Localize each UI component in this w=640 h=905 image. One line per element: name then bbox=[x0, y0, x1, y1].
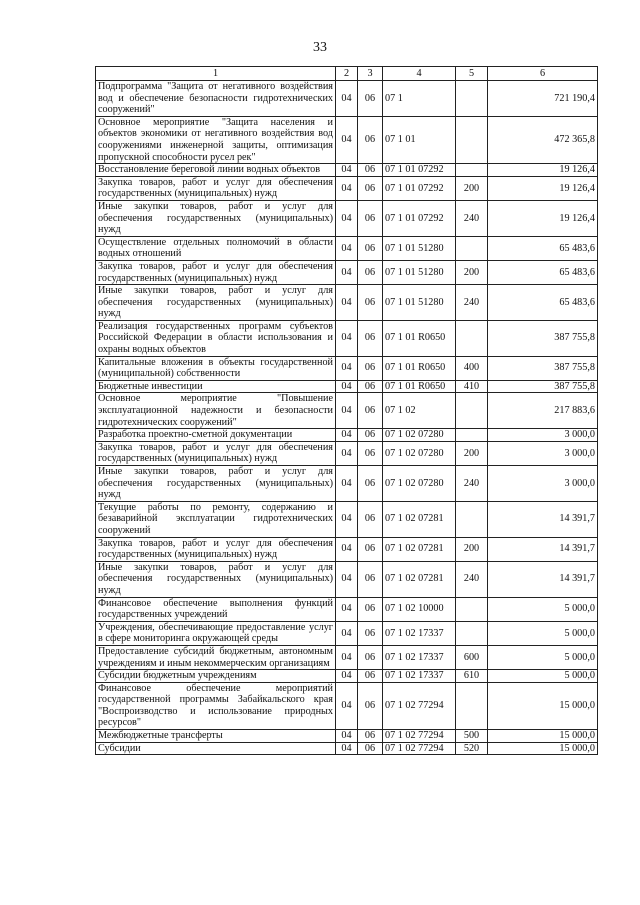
table-row bbox=[96, 441, 598, 465]
table-row bbox=[96, 81, 598, 117]
item-name: Закупка товаров, работ и услуг для обеспечения государственных (муниципальных) нужд bbox=[96, 176, 336, 200]
table-row bbox=[96, 537, 598, 561]
target-article-code: 07 1 01 R0650 bbox=[383, 380, 456, 393]
amount: 387 755,8 bbox=[488, 320, 598, 356]
amount: 387 755,8 bbox=[488, 380, 598, 393]
header-cell: 4 bbox=[383, 67, 456, 81]
target-article-code: 07 1 02 07281 bbox=[383, 561, 456, 597]
expense-type-code: 200 bbox=[456, 537, 488, 561]
amount: 387 755,8 bbox=[488, 356, 598, 380]
amount: 19 126,4 bbox=[488, 176, 598, 200]
target-article-code: 07 1 01 07292 bbox=[383, 176, 456, 200]
target-article-code: 07 1 02 77294 bbox=[383, 730, 456, 743]
table-row bbox=[96, 285, 598, 321]
target-article-code: 07 1 01 R0650 bbox=[383, 356, 456, 380]
amount: 15 000,0 bbox=[488, 742, 598, 755]
target-article-code: 07 1 01 07292 bbox=[383, 164, 456, 177]
table-row bbox=[96, 670, 598, 683]
subsection-code: 06 bbox=[358, 501, 383, 537]
expense-type-code bbox=[456, 393, 488, 429]
item-name: Закупка товаров, работ и услуг для обеспечения государственных (муниципальных) нужд bbox=[96, 260, 336, 284]
item-name: Реализация государственных программ субъектов Российской Федерации в области использования и охраны водных объектов bbox=[96, 320, 336, 356]
header-cell: 2 bbox=[336, 67, 358, 81]
subsection-code: 06 bbox=[358, 682, 383, 729]
amount: 3 000,0 bbox=[488, 441, 598, 465]
table-row bbox=[96, 561, 598, 597]
table-row bbox=[96, 164, 598, 177]
subsection-code: 06 bbox=[358, 429, 383, 442]
table-row bbox=[96, 466, 598, 502]
item-name: Капитальные вложения в объекты государственной (муниципальной) собственности bbox=[96, 356, 336, 380]
table-row bbox=[96, 393, 598, 429]
section-code: 04 bbox=[336, 597, 358, 621]
expense-type-code bbox=[456, 116, 488, 163]
subsection-code: 06 bbox=[358, 621, 383, 645]
item-name: Восстановление береговой линии водных объектов bbox=[96, 164, 336, 177]
amount: 14 391,7 bbox=[488, 561, 598, 597]
amount: 15 000,0 bbox=[488, 730, 598, 743]
table-row bbox=[96, 176, 598, 200]
expense-type-code: 610 bbox=[456, 670, 488, 683]
subsection-code: 06 bbox=[358, 236, 383, 260]
target-article-code: 07 1 01 07292 bbox=[383, 200, 456, 236]
item-name: Закупка товаров, работ и услуг для обеспечения государственных (муниципальных) нужд bbox=[96, 537, 336, 561]
section-code: 04 bbox=[336, 393, 358, 429]
subsection-code: 06 bbox=[358, 670, 383, 683]
target-article-code: 07 1 02 07280 bbox=[383, 466, 456, 502]
header-cell: 3 bbox=[358, 67, 383, 81]
expense-type-code bbox=[456, 501, 488, 537]
table-row bbox=[96, 621, 598, 645]
subsection-code: 06 bbox=[358, 645, 383, 669]
target-article-code: 07 1 02 bbox=[383, 393, 456, 429]
item-name: Иные закупки товаров, работ и услуг для обеспечения государственных (муниципальных) нужд bbox=[96, 561, 336, 597]
section-code: 04 bbox=[336, 742, 358, 755]
item-name: Межбюджетные трансферты bbox=[96, 730, 336, 743]
expense-type-code: 240 bbox=[456, 200, 488, 236]
item-name: Финансовое обеспечение мероприятий государственной программы Забайкальского края "Воспроизводство и использование природных ресурсов" bbox=[96, 682, 336, 729]
amount: 5 000,0 bbox=[488, 621, 598, 645]
section-code: 04 bbox=[336, 380, 358, 393]
amount: 15 000,0 bbox=[488, 682, 598, 729]
expense-type-code bbox=[456, 81, 488, 117]
expense-type-code bbox=[456, 429, 488, 442]
table-row bbox=[96, 730, 598, 743]
expense-type-code bbox=[456, 320, 488, 356]
amount: 14 391,7 bbox=[488, 537, 598, 561]
amount: 19 126,4 bbox=[488, 200, 598, 236]
table-row bbox=[96, 356, 598, 380]
item-name: Основное мероприятие "Защита населения и объектов экономики от негативного воздействия вод сооружениями инженерной защиты, оптимизация пропускной способности русел рек" bbox=[96, 116, 336, 163]
budget-table bbox=[95, 66, 598, 755]
item-name: Иные закупки товаров, работ и услуг для обеспечения государственных (муниципальных) нужд bbox=[96, 285, 336, 321]
item-name: Предоставление субсидий бюджетным, автономным учреждениям и иным некоммерческим организациям bbox=[96, 645, 336, 669]
section-code: 04 bbox=[336, 730, 358, 743]
item-name: Субсидии бюджетным учреждениям bbox=[96, 670, 336, 683]
table-row bbox=[96, 200, 598, 236]
target-article-code: 07 1 02 07281 bbox=[383, 501, 456, 537]
subsection-code: 06 bbox=[358, 441, 383, 465]
subsection-code: 06 bbox=[358, 285, 383, 321]
item-name: Иные закупки товаров, работ и услуг для обеспечения государственных (муниципальных) нужд bbox=[96, 200, 336, 236]
amount: 14 391,7 bbox=[488, 501, 598, 537]
target-article-code: 07 1 02 07281 bbox=[383, 537, 456, 561]
section-code: 04 bbox=[336, 501, 358, 537]
expense-type-code: 500 bbox=[456, 730, 488, 743]
item-name: Учреждения, обеспечивающие предоставление услуг в сфере мониторинга окружающей среды bbox=[96, 621, 336, 645]
expense-type-code: 200 bbox=[456, 176, 488, 200]
amount: 721 190,4 bbox=[488, 81, 598, 117]
expense-type-code: 520 bbox=[456, 742, 488, 755]
target-article-code: 07 1 bbox=[383, 81, 456, 117]
section-code: 04 bbox=[336, 356, 358, 380]
table-row bbox=[96, 645, 598, 669]
target-article-code: 07 1 02 77294 bbox=[383, 682, 456, 729]
amount: 5 000,0 bbox=[488, 597, 598, 621]
expense-type-code: 200 bbox=[456, 260, 488, 284]
amount: 65 483,6 bbox=[488, 260, 598, 284]
item-name: Подпрограмма "Защита от негативного воздействия вод и обеспечение безопасности гидротехнических сооружений" bbox=[96, 81, 336, 117]
target-article-code: 07 1 02 17337 bbox=[383, 621, 456, 645]
subsection-code: 06 bbox=[358, 320, 383, 356]
target-article-code: 07 1 01 51280 bbox=[383, 285, 456, 321]
section-code: 04 bbox=[336, 260, 358, 284]
expense-type-code: 400 bbox=[456, 356, 488, 380]
item-name: Основное мероприятие "Повышение эксплуатационной надежности и безопасности гидротехнических сооружений" bbox=[96, 393, 336, 429]
table-row bbox=[96, 742, 598, 755]
target-article-code: 07 1 02 10000 bbox=[383, 597, 456, 621]
subsection-code: 06 bbox=[358, 356, 383, 380]
section-code: 04 bbox=[336, 200, 358, 236]
section-code: 04 bbox=[336, 116, 358, 163]
section-code: 04 bbox=[336, 236, 358, 260]
section-code: 04 bbox=[336, 320, 358, 356]
amount: 65 483,6 bbox=[488, 285, 598, 321]
header-cell: 5 bbox=[456, 67, 488, 81]
subsection-code: 06 bbox=[358, 176, 383, 200]
subsection-code: 06 bbox=[358, 393, 383, 429]
item-name: Осуществление отдельных полномочий в области водных отношений bbox=[96, 236, 336, 260]
section-code: 04 bbox=[336, 285, 358, 321]
table-row bbox=[96, 682, 598, 729]
expense-type-code bbox=[456, 597, 488, 621]
table-row bbox=[96, 116, 598, 163]
amount: 19 126,4 bbox=[488, 164, 598, 177]
subsection-code: 06 bbox=[358, 537, 383, 561]
table-row bbox=[96, 429, 598, 442]
expense-type-code: 410 bbox=[456, 380, 488, 393]
header-cell: 6 bbox=[488, 67, 598, 81]
subsection-code: 06 bbox=[358, 597, 383, 621]
target-article-code: 07 1 01 51280 bbox=[383, 260, 456, 284]
subsection-code: 06 bbox=[358, 164, 383, 177]
item-name: Закупка товаров, работ и услуг для обеспечения государственных (муниципальных) нужд bbox=[96, 441, 336, 465]
section-code: 04 bbox=[336, 81, 358, 117]
subsection-code: 06 bbox=[358, 380, 383, 393]
table-row bbox=[96, 597, 598, 621]
section-code: 04 bbox=[336, 537, 358, 561]
target-article-code: 07 1 02 17337 bbox=[383, 670, 456, 683]
subsection-code: 06 bbox=[358, 260, 383, 284]
item-name: Финансовое обеспечение выполнения функций государственных учреждений bbox=[96, 597, 336, 621]
subsection-code: 06 bbox=[358, 81, 383, 117]
section-code: 04 bbox=[336, 441, 358, 465]
section-code: 04 bbox=[336, 682, 358, 729]
table-row bbox=[96, 380, 598, 393]
section-code: 04 bbox=[336, 561, 358, 597]
amount: 217 883,6 bbox=[488, 393, 598, 429]
amount: 5 000,0 bbox=[488, 670, 598, 683]
item-name: Текущие работы по ремонту, содержанию и безаварийной эксплуатации гидротехнических сооружений bbox=[96, 501, 336, 537]
amount: 472 365,8 bbox=[488, 116, 598, 163]
item-name: Разработка проектно-сметной документации bbox=[96, 429, 336, 442]
expense-type-code: 600 bbox=[456, 645, 488, 669]
subsection-code: 06 bbox=[358, 116, 383, 163]
subsection-code: 06 bbox=[358, 561, 383, 597]
page-number: 33 bbox=[313, 40, 327, 55]
header-row bbox=[96, 67, 598, 81]
section-code: 04 bbox=[336, 164, 358, 177]
expense-type-code: 240 bbox=[456, 285, 488, 321]
section-code: 04 bbox=[336, 645, 358, 669]
item-name: Субсидии bbox=[96, 742, 336, 755]
amount: 3 000,0 bbox=[488, 466, 598, 502]
section-code: 04 bbox=[336, 176, 358, 200]
target-article-code: 07 1 01 51280 bbox=[383, 236, 456, 260]
item-name: Бюджетные инвестиции bbox=[96, 380, 336, 393]
target-article-code: 07 1 02 07280 bbox=[383, 429, 456, 442]
section-code: 04 bbox=[336, 621, 358, 645]
expense-type-code: 200 bbox=[456, 441, 488, 465]
target-article-code: 07 1 02 77294 bbox=[383, 742, 456, 755]
table-row bbox=[96, 236, 598, 260]
section-code: 04 bbox=[336, 429, 358, 442]
expense-type-code: 240 bbox=[456, 466, 488, 502]
target-article-code: 07 1 01 R0650 bbox=[383, 320, 456, 356]
subsection-code: 06 bbox=[358, 730, 383, 743]
subsection-code: 06 bbox=[358, 466, 383, 502]
section-code: 04 bbox=[336, 670, 358, 683]
target-article-code: 07 1 02 17337 bbox=[383, 645, 456, 669]
expense-type-code bbox=[456, 236, 488, 260]
amount: 65 483,6 bbox=[488, 236, 598, 260]
target-article-code: 07 1 02 07280 bbox=[383, 441, 456, 465]
expense-type-code: 240 bbox=[456, 561, 488, 597]
table-row bbox=[96, 501, 598, 537]
amount: 5 000,0 bbox=[488, 645, 598, 669]
expense-type-code bbox=[456, 621, 488, 645]
header-cell: 1 bbox=[96, 67, 336, 81]
expense-type-code bbox=[456, 682, 488, 729]
item-name: Иные закупки товаров, работ и услуг для обеспечения государственных (муниципальных) нужд bbox=[96, 466, 336, 502]
subsection-code: 06 bbox=[358, 742, 383, 755]
subsection-code: 06 bbox=[358, 200, 383, 236]
amount: 3 000,0 bbox=[488, 429, 598, 442]
table-row bbox=[96, 260, 598, 284]
expense-type-code bbox=[456, 164, 488, 177]
section-code: 04 bbox=[336, 466, 358, 502]
table-row bbox=[96, 320, 598, 356]
target-article-code: 07 1 01 bbox=[383, 116, 456, 163]
